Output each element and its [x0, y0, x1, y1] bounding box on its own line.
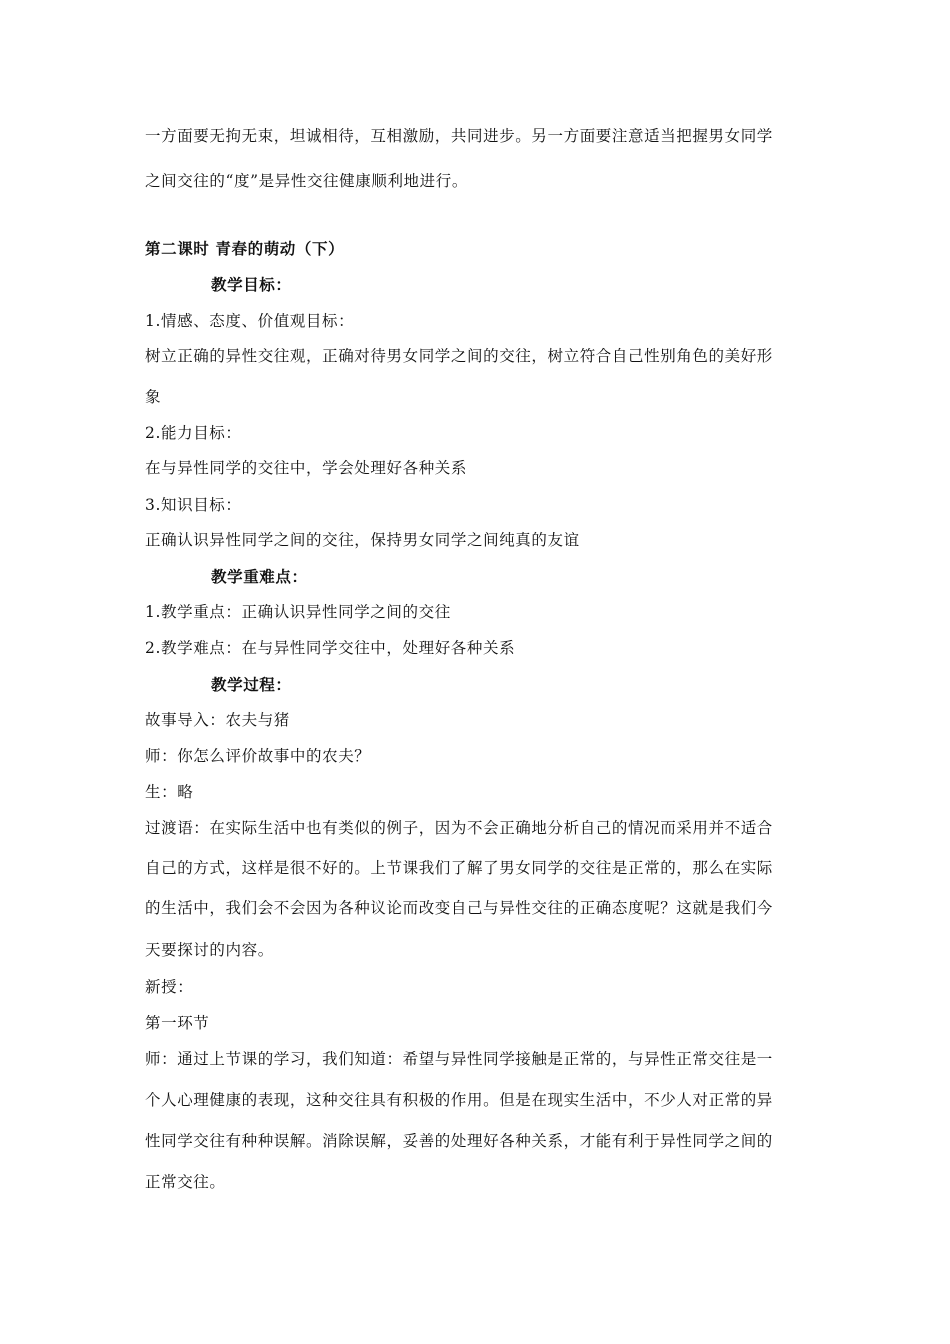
objective-label-2: 2.能力目标： — [145, 424, 242, 442]
section-heading-process: 教学过程： — [211, 675, 292, 694]
paragraph-line: 师：通过上节课的学习，我们知道：希望与异性同学接触是正常的，与异性正常交往是一 — [145, 1050, 773, 1068]
key-point-1: 1.教学重点：正确认识异性同学之间的交往 — [145, 603, 451, 621]
lesson-heading: 第二课时 青春的萌动（下） — [145, 239, 345, 258]
key-point-2: 2.教学难点：在与异性同学交往中，处理好各种关系 — [145, 639, 516, 657]
paragraph-line: 自己的方式，这样是很不好的。上节课我们了解了男女同学的交往是正常的，那么在实际 — [145, 859, 773, 877]
paragraph-line: 天要探讨的内容。 — [145, 941, 274, 959]
paragraph-line: 师：你怎么评价故事中的农夫？ — [145, 747, 371, 765]
paragraph-line: 第一环节 — [145, 1014, 210, 1032]
paragraph-line: 正常交往。 — [145, 1173, 226, 1191]
paragraph-line: 的生活中，我们会不会因为各种议论而改变自己与异性交往的正确态度呢？这就是我们今 — [145, 899, 773, 917]
paragraph-line: 之间交往的“度”是异性交往健康顺利地进行。 — [145, 172, 468, 190]
paragraph-line: 正确认识异性同学之间的交往，保持男女同学之间纯真的友谊 — [145, 531, 580, 549]
paragraph-line: 过渡语：在实际生活中也有类似的例子，因为不会正确地分析自己的情况而采用并不适合 — [145, 819, 773, 837]
paragraph-line: 在与异性同学的交往中，学会处理好各种关系 — [145, 459, 468, 477]
paragraph-line: 象 — [145, 388, 162, 406]
paragraph-line: 个人心理健康的表现，这种交往具有积极的作用。但是在现实生活中，不少人对正常的异 — [145, 1091, 773, 1109]
paragraph-line: 新授： — [145, 978, 194, 996]
paragraph-line: 故事导入：农夫与猪 — [145, 711, 290, 729]
paragraph-line: 树立正确的异性交往观，正确对待男女同学之间的交往，树立符合自己性别角色的美好形 — [145, 347, 773, 365]
section-heading-objectives: 教学目标： — [211, 275, 292, 294]
paragraph-line: 一方面要无拘无束，坦诚相待，互相激励，共同进步。另一方面要注意适当把握男女同学 — [145, 127, 773, 145]
objective-label-1: 1.情感、态度、价值观目标： — [145, 312, 355, 330]
objective-label-3: 3.知识目标： — [145, 496, 242, 514]
paragraph-line: 生：略 — [145, 783, 194, 801]
section-heading-key-points: 教学重难点： — [211, 567, 308, 586]
paragraph-line: 性同学交往有种种误解。消除误解，妥善的处理好各种关系，才能有利于异性同学之间的 — [145, 1132, 773, 1150]
